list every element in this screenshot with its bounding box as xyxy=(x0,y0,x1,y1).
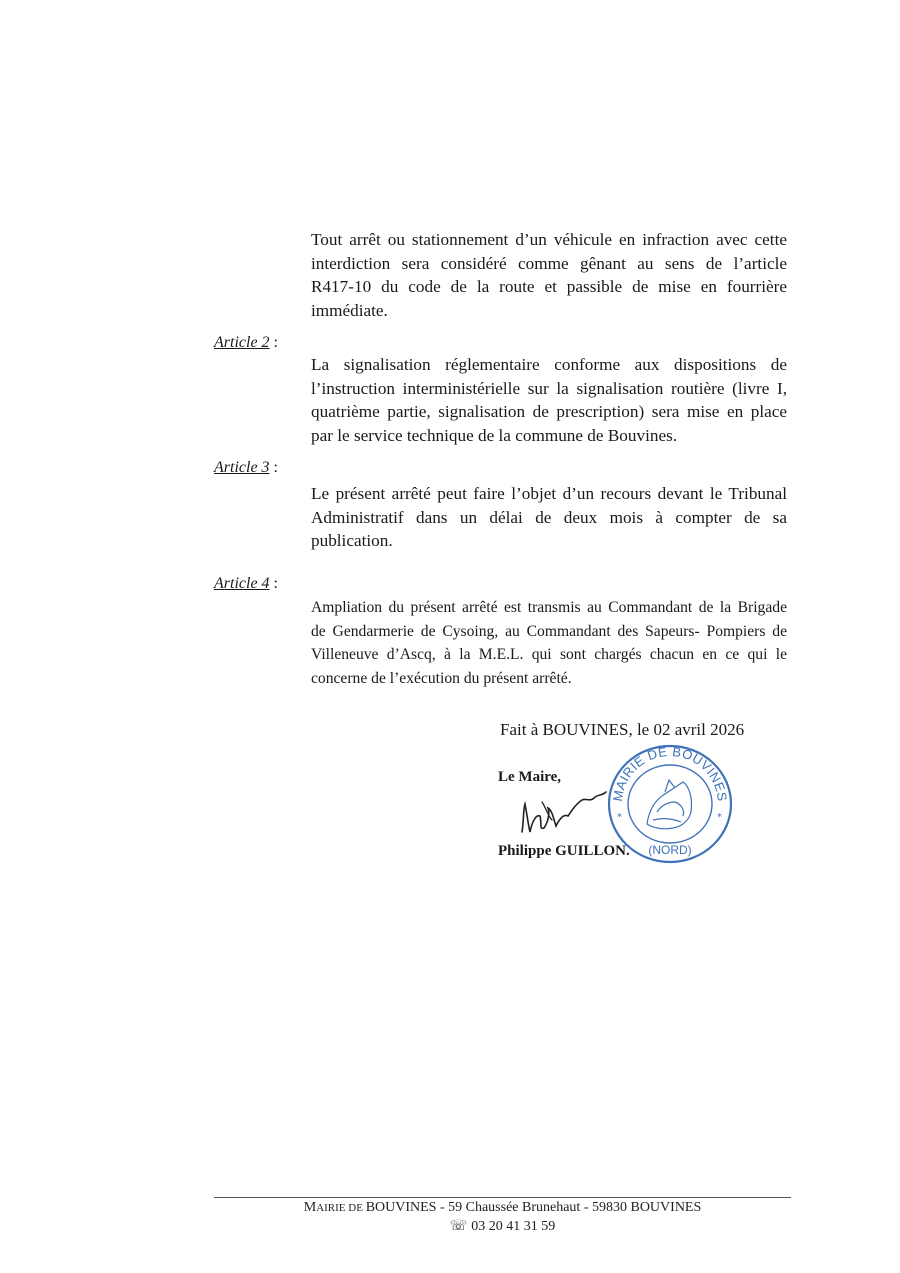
telephone-icon: ☏ xyxy=(449,1218,468,1234)
text-line: R417-10 du code de la route et passible de mise en fourrière xyxy=(311,277,787,297)
text-line: Tout arrêt ou stationnement d’un véhicule en infraction avec cette xyxy=(311,230,787,249)
article-2-text xyxy=(311,353,787,447)
stamp-bottom-text: (NORD) xyxy=(648,843,692,857)
footer-phone xyxy=(214,1218,791,1235)
footer-divider xyxy=(214,1197,791,1198)
stamp-emblem-icon xyxy=(647,780,692,829)
text-line: de Gendarmerie de Cysoing, au Commandant des Sapeurs- Pompiers de xyxy=(311,622,787,640)
text-line: Administratif dans un délai de deux mois à compter de sa xyxy=(311,507,787,527)
article-4-heading xyxy=(214,575,278,593)
text-line: interdiction sera considéré comme gênant au sens de l’article xyxy=(311,253,787,273)
handwritten-signature xyxy=(512,780,612,840)
article-3-heading xyxy=(214,459,278,477)
text-line: immédiate. xyxy=(311,300,388,320)
article-4-text xyxy=(311,596,787,690)
stamp-star-icon: * xyxy=(617,812,622,823)
phone-number: 03 20 41 31 59 xyxy=(471,1219,556,1234)
text-line: l’instruction interministérielle sur la signalisation routière (livre I, xyxy=(311,378,787,398)
article-colon: : xyxy=(273,575,278,592)
mayor-title: Le Maire, xyxy=(498,769,562,785)
stamp-star-icon: * xyxy=(717,812,722,823)
svg-text:MAIRIE DE BOUVINES xyxy=(610,744,730,802)
mayor-name: Philippe GUILLON. xyxy=(498,843,630,859)
text-line: La signalisation réglementaire conforme aux dispositions de xyxy=(311,355,787,374)
text-line: Le présent arrêté peut faire l’objet d’un recours devant le Tribunal xyxy=(311,484,787,503)
text-line: concerne de l’exécution du présent arrêté. xyxy=(311,669,572,687)
place-and-date: Fait à BOUVINES, le 02 avril 2026 xyxy=(500,720,745,739)
article-1-continuation xyxy=(311,228,787,322)
text-line: Villeneuve d’Ascq, à la M.E.L. qui sont chargés chacun en ce qui le xyxy=(311,646,787,664)
town-hall-stamp xyxy=(605,742,735,866)
article-2-heading xyxy=(214,334,278,352)
stamp-top-text: MAIRIE DE BOUVINES xyxy=(609,743,731,803)
article-4-label: Article 4 xyxy=(214,575,270,592)
article-3-text xyxy=(311,482,787,553)
text-line: quatrième partie, signalisation de prescription) sera mise en place xyxy=(311,402,787,422)
text-line: par le service technique de la commune de Bouvines. xyxy=(311,425,678,445)
article-colon: : xyxy=(273,334,278,351)
article-colon: : xyxy=(273,459,278,476)
text-line: Ampliation du présent arrêté est transmis au Commandant de la Brigade xyxy=(311,599,787,616)
text-line: publication. xyxy=(311,531,393,551)
article-3-label: Article 3 xyxy=(214,459,270,476)
article-2-label: Article 2 xyxy=(214,334,270,351)
footer-address: MAIRIE DE BOUVINES - 59 Chaussée Brunehaut - 59830 BOUVINES xyxy=(303,1200,702,1215)
